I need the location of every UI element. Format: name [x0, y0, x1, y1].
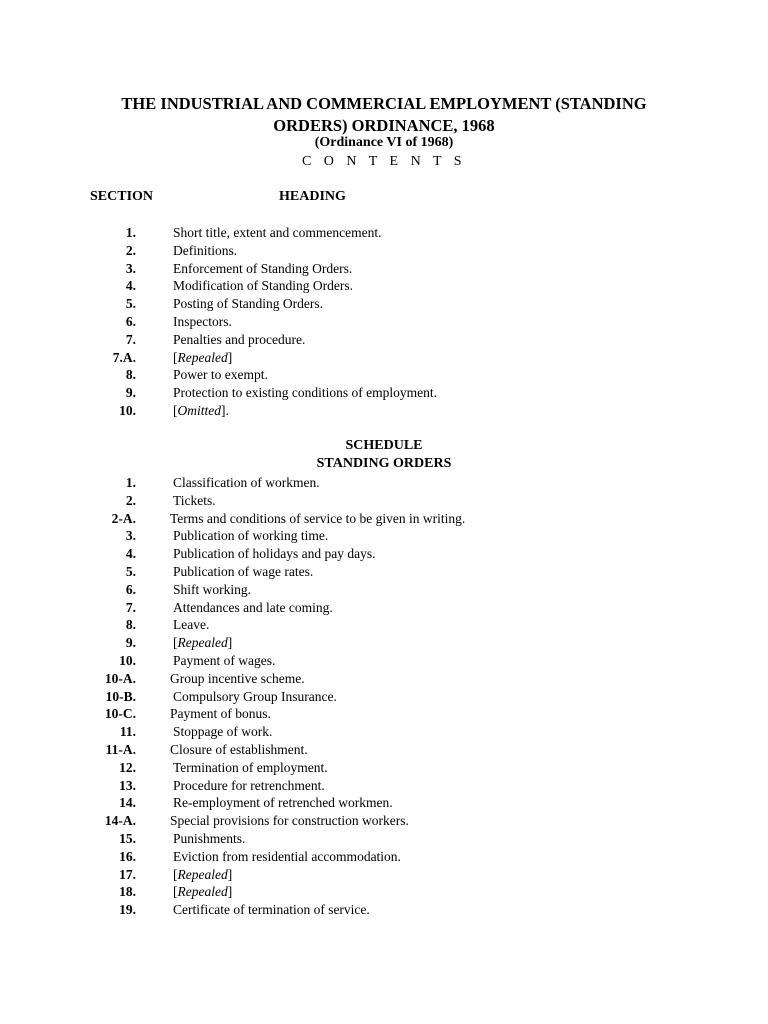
list-item	[0, 260, 768, 278]
item-heading: Eviction from residential accommodation.	[173, 848, 401, 864]
list-item	[0, 384, 768, 402]
list-item	[0, 723, 768, 741]
list-item	[0, 313, 768, 331]
item-number: 7.	[125, 331, 136, 347]
item-number: 14-A.	[104, 813, 136, 829]
item-status: Repealed	[177, 884, 228, 900]
item-heading: Punishments.	[173, 830, 246, 846]
item-number: 2.	[125, 242, 136, 258]
list-item	[0, 741, 768, 759]
item-heading: Payment of bonus.	[170, 706, 271, 722]
item-number: 15.	[119, 830, 136, 846]
item-number: 2-A.	[111, 510, 136, 526]
item-number: 5.	[125, 296, 136, 312]
item-heading: Procedure for retrenchment.	[173, 777, 325, 793]
item-status: Repealed	[177, 349, 228, 365]
item-status: Repealed	[177, 635, 228, 651]
item-heading: Tickets.	[173, 492, 216, 508]
list-item	[0, 759, 768, 777]
document-title-line-2: ORDERS) ORDINANCE, 1968	[273, 116, 495, 135]
list-item	[0, 474, 768, 492]
list-item	[0, 277, 768, 295]
item-number: 10-B.	[105, 688, 136, 704]
item-number: 3.	[125, 260, 136, 276]
list-item	[0, 402, 768, 420]
list-item	[0, 295, 768, 313]
bracket-open: [	[173, 884, 178, 900]
item-heading: Stoppage of work.	[173, 724, 273, 740]
list-item	[0, 366, 768, 384]
schedule-list	[0, 474, 768, 919]
item-heading: Special provisions for construction workers.	[170, 813, 409, 829]
item-heading: Enforcement of Standing Orders.	[173, 260, 353, 276]
list-item	[0, 670, 768, 688]
list-item	[0, 848, 768, 866]
list-item	[0, 652, 768, 670]
list-item	[0, 634, 768, 652]
item-heading: Group incentive scheme.	[170, 670, 305, 686]
item-status: Omitted	[177, 402, 221, 418]
document-title-line-1: THE INDUSTRIAL AND COMMERCIAL EMPLOYMENT (STANDING	[121, 94, 647, 113]
column-header-section: SECTION	[90, 189, 154, 204]
item-number: 11.	[119, 724, 136, 740]
item-number: 9.	[125, 635, 136, 651]
item-number: 1.	[125, 475, 136, 490]
list-item	[0, 812, 768, 830]
list-item	[0, 883, 768, 901]
list-item	[0, 545, 768, 563]
item-number: 2.	[125, 492, 136, 508]
item-heading: Protection to existing conditions of employment.	[173, 385, 437, 401]
item-number: 8.	[125, 367, 136, 383]
item-heading: Modification of Standing Orders.	[173, 278, 353, 294]
item-heading: Power to exempt.	[173, 367, 268, 383]
list-item	[0, 599, 768, 617]
item-number: 16.	[119, 848, 136, 864]
item-number: 10-A.	[104, 670, 136, 686]
bracket-close: ].	[221, 402, 229, 418]
item-heading: Publication of wage rates.	[173, 563, 314, 579]
contents-label: C O N T E N T S	[301, 154, 467, 169]
item-heading: Certificate of termination of service.	[173, 902, 370, 918]
item-heading: Short title, extent and commencement.	[173, 225, 382, 240]
list-item	[0, 830, 768, 848]
list-item	[0, 349, 768, 367]
item-heading: Leave.	[173, 617, 210, 633]
item-number: 7.	[125, 599, 136, 615]
list-item	[0, 794, 768, 812]
item-heading: Penalties and procedure.	[173, 331, 306, 347]
bracket-close: ]	[227, 866, 233, 882]
list-item	[0, 688, 768, 706]
item-heading: Classification of workmen.	[173, 475, 320, 490]
bracket-open: [	[173, 402, 178, 418]
list-item	[0, 705, 768, 723]
sections-list	[0, 224, 768, 420]
item-heading: Definitions.	[173, 242, 238, 258]
item-heading: Attendances and late coming.	[173, 599, 333, 615]
document-subtitle: (Ordinance VI of 1968)	[314, 135, 454, 150]
list-item	[0, 616, 768, 634]
bracket-open: [	[173, 635, 178, 651]
item-number: 8.	[125, 617, 136, 633]
item-number: 4.	[125, 546, 136, 562]
item-heading: Shift working.	[173, 581, 252, 597]
item-heading: Inspectors.	[173, 313, 232, 329]
item-heading: Publication of working time.	[173, 528, 329, 544]
item-heading	[173, 349, 232, 367]
item-number: 13.	[119, 777, 136, 793]
bracket-open: [	[173, 349, 178, 365]
bracket-close: ]	[227, 884, 233, 900]
item-heading	[173, 402, 229, 420]
item-heading: Terms and conditions of service to be given in writing.	[170, 510, 466, 526]
list-item	[0, 224, 768, 242]
item-number: 19.	[119, 902, 136, 918]
list-item	[0, 777, 768, 795]
item-number: 3.	[125, 528, 136, 544]
bracket-close: ]	[227, 635, 233, 651]
item-heading	[173, 866, 232, 884]
column-header-heading: HEADING	[279, 189, 346, 204]
bracket-close: ]	[227, 349, 233, 365]
item-number: 17.	[119, 866, 136, 882]
item-number: 14.	[119, 795, 136, 811]
item-number: 10-C.	[104, 706, 136, 722]
item-heading: Compulsory Group Insurance.	[173, 688, 337, 704]
list-item	[0, 581, 768, 599]
item-number: 7.A.	[112, 349, 136, 365]
schedule-title: SCHEDULE	[345, 438, 423, 453]
bracket-open: [	[173, 866, 178, 882]
item-number: 9.	[125, 385, 136, 401]
item-status: Repealed	[177, 866, 228, 882]
list-item	[0, 901, 768, 919]
item-number: 6.	[125, 313, 136, 329]
item-number: 12.	[119, 759, 136, 775]
list-item	[0, 331, 768, 349]
item-heading: Re-employment of retrenched workmen.	[173, 795, 393, 811]
list-item	[0, 510, 768, 528]
list-item	[0, 563, 768, 581]
item-number: 11-A.	[105, 741, 136, 757]
item-heading: Termination of employment.	[173, 759, 328, 775]
list-item	[0, 492, 768, 510]
item-number: 18.	[119, 884, 136, 900]
item-number: 4.	[125, 278, 136, 294]
item-heading	[173, 634, 232, 652]
item-number: 5.	[125, 563, 136, 579]
item-heading: Payment of wages.	[173, 652, 276, 668]
list-item	[0, 527, 768, 545]
item-number: 10.	[119, 652, 136, 668]
item-heading: Publication of holidays and pay days.	[173, 546, 376, 562]
item-heading: Posting of Standing Orders.	[173, 296, 323, 312]
item-heading	[173, 883, 232, 901]
list-item	[0, 866, 768, 884]
schedule-subtitle: STANDING ORDERS	[316, 456, 452, 471]
item-heading: Closure of establishment.	[170, 741, 308, 757]
list-item	[0, 242, 768, 260]
item-number: 6.	[125, 581, 136, 597]
item-number: 1.	[125, 225, 136, 240]
item-number: 10.	[119, 402, 136, 418]
